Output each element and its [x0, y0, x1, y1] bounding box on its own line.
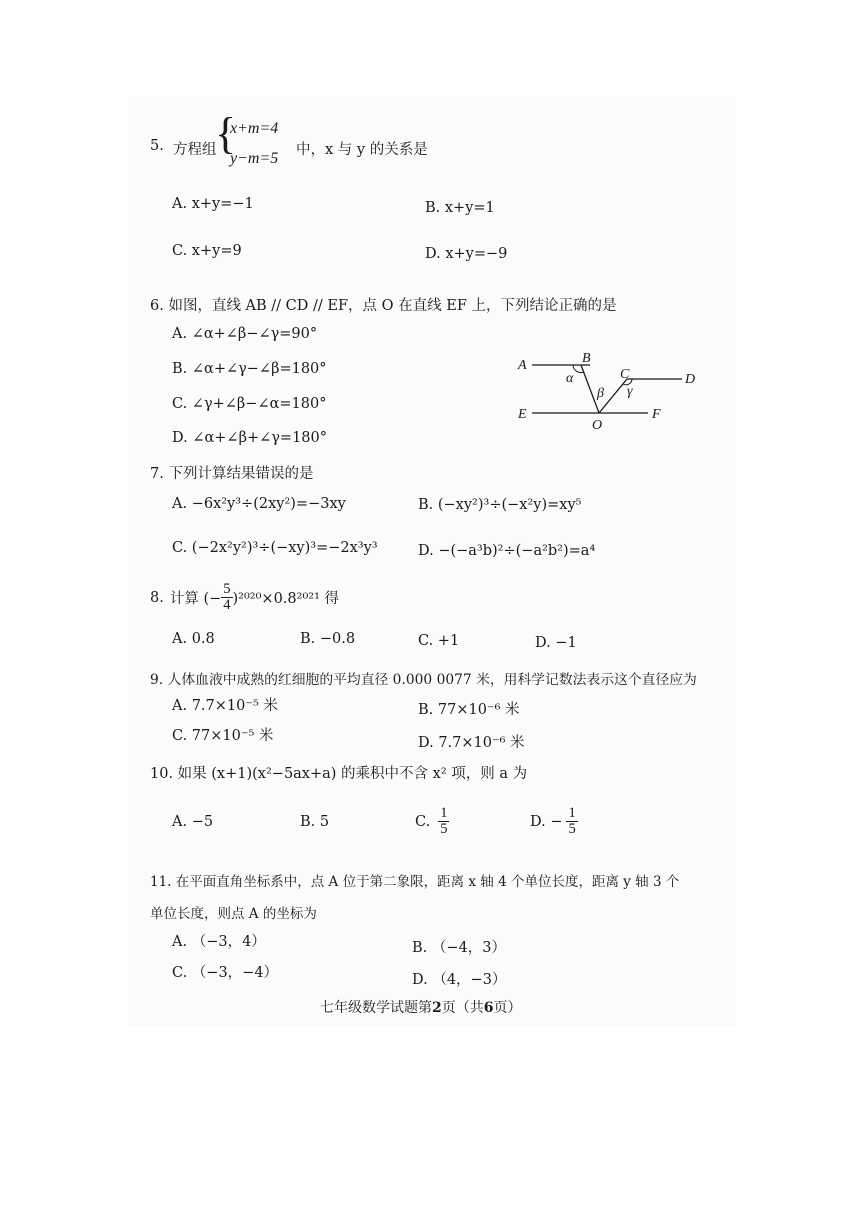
q9-stem: 9. 人体血液中成熟的红细胞的平均直径 0.000 0077 米，用科学记数法表示这个直径应为	[150, 672, 697, 688]
q11-option-c: C. （−3，−4）	[172, 965, 279, 981]
q10-option-c-fraction	[438, 806, 449, 837]
label-beta: β	[597, 386, 604, 401]
label-f: F	[652, 407, 661, 422]
q8-fraction-numerator: 5	[223, 581, 231, 597]
q9-option-b: B. 77×10⁻⁶ 米	[418, 702, 520, 718]
q10-option-b: B. 5	[300, 814, 330, 830]
q6-stem: 6. 如图，直线 AB // CD // EF，点 O 在直线 EF 上，下列结论正确的是	[150, 298, 617, 314]
q5-option-d: D. x+y=−9	[425, 246, 508, 262]
q11-option-a: A. （−3，4）	[172, 934, 266, 950]
q10-option-c-numerator: 1	[440, 805, 448, 821]
q11-stem-line-2: 单位长度，则点 A 的坐标为	[150, 906, 317, 922]
footer-middle: 页（共	[441, 1000, 484, 1016]
footer-page-number: 2	[432, 1000, 442, 1016]
label-a: A	[518, 358, 527, 373]
page-footer	[320, 997, 522, 1017]
q10-option-d-denominator: 5	[568, 821, 576, 838]
q7-option-d: D. −(−a³b)²÷(−a²b²)=a⁴	[418, 543, 596, 559]
q11-stem-line-1: 11. 在平面直角坐标系中，点 A 位于第二象限，距离 x 轴 4 个单位长度，距离 y 轴 3 个	[150, 874, 680, 890]
q8-option-a: A. 0.8	[172, 631, 215, 647]
footer-suffix: 页）	[493, 1000, 522, 1016]
q7-option-a: A. −6x²y³÷(2xy²)=−3xy	[172, 496, 346, 512]
q8-fraction-denominator: 4	[223, 597, 231, 614]
q8-stem-after: )²⁰²⁰×0.8²⁰²¹ 得	[232, 591, 339, 608]
q5-number: 5.	[150, 138, 164, 154]
q6-option-a: A. ∠α+∠β−∠γ=90°	[172, 326, 318, 342]
q8-stem	[150, 582, 339, 613]
q10-option-c	[415, 806, 449, 837]
q10-option-d	[530, 806, 578, 837]
footer-prefix: 七年级数学试题第	[320, 1000, 432, 1016]
label-c: C	[620, 367, 630, 382]
q11-option-d: D. （4，−3）	[412, 972, 507, 988]
q5-option-b: B. x+y=1	[425, 200, 495, 216]
q11-option-b: B. （−4，3）	[412, 940, 506, 956]
q8-number: 8.	[150, 589, 164, 606]
q5-equation-1: x+m=4	[230, 120, 279, 137]
label-e: E	[518, 407, 527, 422]
q9-option-d: D. 7.7×10⁻⁶ 米	[418, 735, 525, 751]
q10-option-d-numerator: 1	[568, 805, 576, 821]
q7-option-b: B. (−xy²)³÷(−x²y)=xy⁵	[418, 497, 582, 513]
q7-stem: 7. 下列计算结果错误的是	[150, 466, 314, 482]
q5-stem-after: 中，x 与 y 的关系是	[296, 142, 428, 158]
label-o: O	[592, 418, 603, 433]
label-alpha: α	[566, 371, 574, 386]
q10-option-d-label: D. −	[530, 813, 563, 830]
q5-option-c: C. x+y=9	[172, 243, 242, 259]
q5-stem-before: 方程组	[173, 142, 217, 158]
q6-option-b: B. ∠α+∠γ−∠β=180°	[172, 361, 327, 377]
q5-equation-2: y−m=5	[230, 150, 279, 167]
q8-option-c: C. +1	[418, 633, 460, 649]
label-b: B	[582, 351, 591, 366]
q9-option-a: A. 7.7×10⁻⁵ 米	[172, 698, 278, 714]
q10-option-c-label: C.	[415, 813, 431, 830]
q7-option-c: C. (−2x²y²)³÷(−xy)³=−2x³y³	[172, 540, 378, 556]
q8-fraction	[221, 582, 232, 613]
q9-option-c: C. 77×10⁻⁵ 米	[172, 728, 274, 744]
q8-stem-before: 计算 (−	[169, 591, 222, 608]
parallel-lines-figure	[510, 345, 710, 435]
q6-option-d: D. ∠α+∠β+∠γ=180°	[172, 430, 327, 446]
q5-option-a: A. x+y=−1	[172, 196, 254, 212]
q10-option-a: A. −5	[172, 814, 214, 830]
q6-option-c: C. ∠γ+∠β−∠α=180°	[172, 396, 327, 412]
q10-stem: 10. 如果 (x+1)(x²−5ax+a) 的乘积中不含 x² 项，则 a 为	[150, 766, 528, 782]
footer-total-pages: 6	[483, 1000, 494, 1016]
q8-option-b: B. −0.8	[300, 631, 356, 647]
label-gamma: γ	[627, 384, 633, 399]
system-brace: {	[215, 109, 237, 158]
q10-option-c-denominator: 5	[440, 821, 448, 838]
q8-option-d: D. −1	[535, 635, 577, 651]
q10-option-d-fraction	[566, 806, 577, 837]
label-d: D	[685, 372, 696, 387]
